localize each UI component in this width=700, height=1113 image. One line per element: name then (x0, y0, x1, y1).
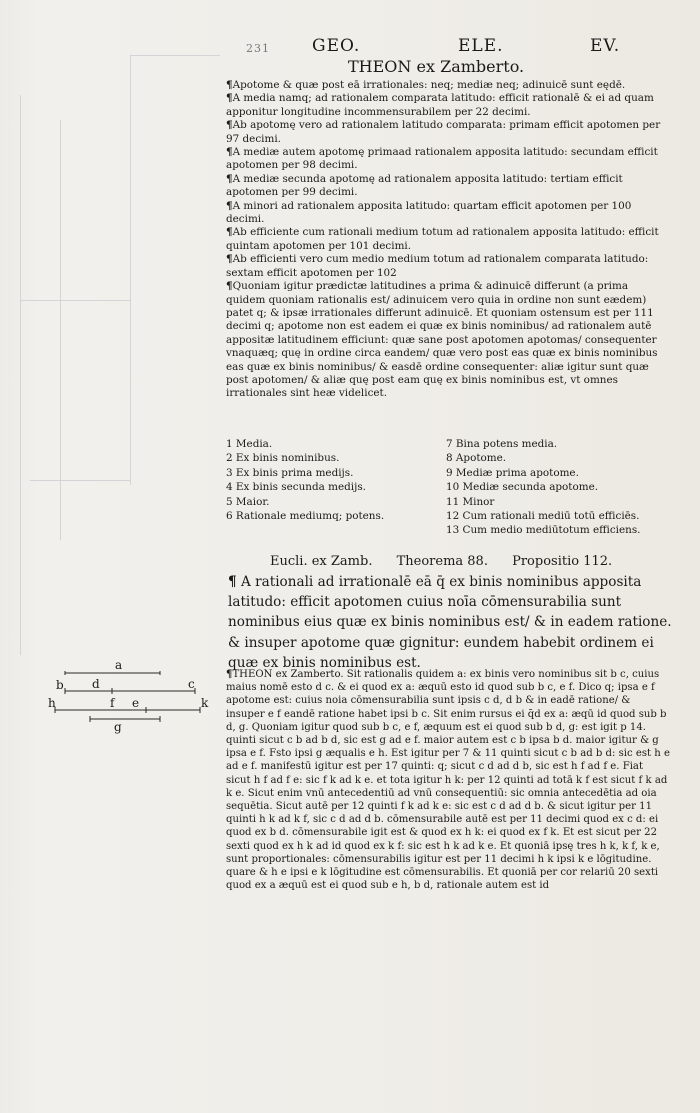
label-d: d (92, 677, 100, 691)
paragraph: ¶A minori ad rationalem apposita latitudo: quartam efficit apotomen per 100 decimi. (226, 199, 632, 226)
pilcrow-icon: ¶ (226, 172, 233, 185)
label-a: a (115, 658, 123, 672)
section-subtitle: THEON ex Zamberto. (348, 57, 525, 76)
paragraph: ¶Apotome & quæ post eā irrationales: neq; mediæ neq; adinuicē sunt eędē. (226, 79, 626, 91)
theorem-heading (270, 554, 670, 569)
label-g: g (114, 720, 122, 734)
paragraph: ¶A mediæ secunda apotomę ad rationalem apposita latitudo: tertiam efficit apotomen per 99 decimi. (226, 172, 623, 199)
irrationals-column-left (226, 437, 441, 523)
label-b: b (56, 678, 64, 692)
bleed-through-line (30, 480, 130, 481)
bleed-through-line (130, 55, 220, 56)
header-left: GEO. (312, 36, 361, 56)
pilcrow-icon: ¶ (226, 92, 233, 105)
header-right: EV. (590, 36, 621, 56)
list-item: 3 Ex binis prima medijs. (226, 466, 354, 479)
bleed-through-line (20, 300, 130, 301)
proposition-enunciation (228, 572, 680, 673)
page-number: 231 (246, 42, 270, 55)
geometric-diagram (40, 655, 215, 735)
label-e: e (132, 696, 140, 710)
bleed-through-line (60, 120, 61, 540)
pilcrow-icon: ¶ (226, 253, 233, 266)
paragraph: ¶Ab efficiente cum rationali medium totum ad rationalem apposita latitudo: efficit quintam apotomen per 101 decimi. (226, 226, 659, 252)
list-item: 11 Minor (446, 495, 495, 508)
list-item: 6 Rationale mediumq; potens. (226, 510, 385, 523)
list-item: 2 Ex binis nominibus. (226, 452, 340, 465)
list-item: 1 Media. (226, 438, 273, 450)
theorem-number: Theorema 88. (396, 554, 488, 569)
bleed-through-line (130, 55, 131, 485)
list-item: 7 Bina potens media. (446, 438, 558, 450)
list-item: 8 Apotome. (446, 452, 507, 465)
paragraph: ¶Quoniam igitur prædictæ latitudines a prima & adinuicē differunt (a prima quidem quoniam rationalis est/ adinuicem vero quia in ordine non sunt eædem) patet q; & ipsæ irrationales differunt adinuicē. Et quoniam ostensum est per 111 decimi q; apotome non est eadem ei quæ ex binis nominibus/ ad rationalem autē appositæ latitudinem efficiunt: quæ sane post apotomen apotomas/ consequenter vnaquæq; quę in ordine circa eandem/ quæ vero post eas quæ ex binis nominibus eas quæ ex binis nominibus/ & easdē ordine consequenter: aliæ igitur sunt quæ post apotomen/ & aliæ quę post eam quę ex binis nominibus est, vt omnes irrationales sint heæ videlicet. (226, 280, 658, 400)
label-f: f (110, 696, 115, 710)
label-h: h (48, 696, 56, 710)
list-item: 4 Ex binis secunda medijs. (226, 481, 366, 494)
pilcrow-icon: ¶ (226, 669, 233, 680)
paragraph: ¶A media namq; ad rationalem comparata latitudo: efficit rationalē & ei ad quam apponitur longitudine incommensurabilem per 22 decimi. (226, 92, 654, 118)
list-item: 12 Cum rationali mediū totū efficiēs. (446, 510, 640, 523)
label-k: k (201, 696, 209, 710)
header-center: ELE. (458, 36, 504, 56)
list-item: 5 Maior. (226, 495, 270, 508)
label-c: c (188, 677, 195, 691)
irrationals-column-right (446, 437, 666, 538)
proof-text (226, 668, 670, 892)
pilcrow-icon: ¶ (228, 574, 237, 590)
pilcrow-icon: ¶ (226, 280, 233, 293)
pilcrow-icon: ¶ (226, 199, 233, 212)
pilcrow-icon: ¶ (226, 79, 233, 91)
bleed-through-line (20, 95, 21, 655)
paragraph: ¶Ab apotomę vero ad rationalem latitudo comparata: primam efficit apotomen per 97 decimi. (226, 119, 661, 145)
list-item: 10 Mediæ secunda apotome. (446, 481, 599, 494)
paragraph: ¶Ab efficienti vero cum medio medium totum ad rationalem comparata latitudo: sextam efficit apotomen per 102 (226, 253, 649, 279)
proof-body: THEON ex Zamberto. Sit rationalis quidem a: ex binis vero nominibus sit b c, cuius maius nomē esto d c. & ei quod ex a: æquū esto id quod sub b c, e f. Dico q; ipsa e f apotome est: cuius noia cōmensurabilia sunt ipsis c d, d b & in eadē ratione/ & insuper e f eandē ratione habet ipsi b c. Sit enim rursus ei q̄d ex a: æqū id quod sub b d, g. Quoniam igitur quod sub b c, e f, æquum est ei quod sub b d, g: est igit p 14. quinti sicut c b ad b d, sic est g ad e f. maior autem est c b ipsa b d. maior igitur & g ipsa e f. Fsto ipsi g æqualis e h. Est igitur per 7 & 11 quinti sicut c b ad b d: sic est h e ad e f. manifestū igitur est per 17 quinti: q; sicut c d ad d b, sic est h f ad f e. Fiat sicut h f ad f e: sic f k ad k e. et tota igitur h k: per 12 quinti ad totā k f est sicut f k ad k e. Sicut enim vnū antecedentiū ad vnū consequentiū: sic omnia antecedētia ad oia sequētia. Sicut autē per 12 quinti f k ad k e: sic est c d ad d b. & sicut igitur per 11 quinti h k ad k f, sic c d ad d b. cōmensurabile autē est per 11 decimi quod ex c d: ei quod ex b d. cōmensurabile igit est & quod ex h k: ei quod ex f k. Et est sicut per 22 sexti quod ex h k ad id quod ex k f: sic est h k ad k e. Et quoniā ipsę tres h k, k f, k e, sunt proportionales: cōmensurabilis igitur est per 11 decimi h k ipsi k e lōgitudine. quare & h e ipsi e k lōgitudine est cōmensurabilis. Et quoniā per cor relariū 20 sexti quod ex a æquū est ei quod sub e h, b d, rationale autem est id (226, 669, 670, 892)
theon-commentary (226, 79, 666, 401)
proposition-number: Propositio 112. (512, 554, 613, 569)
pilcrow-icon: ¶ (226, 226, 233, 239)
pilcrow-icon: ¶ (226, 146, 233, 159)
enunciation-text: A rationali ad irrationalē eā q̄ ex binis nominibus apposita latitudo: efficit apotomen cuius noīa cōmensurabilia sunt nominibus eius quæ ex binis nominibus est/ & in eadem ratione. & insuper apotome quæ gignitur: eundem habebit ordinem ei quæ ex binis nominibus est. (228, 574, 672, 671)
theorem-source: Eucli. ex Zamb. (270, 554, 373, 569)
paragraph: ¶A mediæ autem apotomę primaad rationalem apposita latitudo: secundam efficit apotomen per 98 decimi. (226, 146, 658, 172)
list-item: 13 Cum medio mediūtotum efficiens. (446, 524, 641, 537)
list-item: 9 Mediæ prima apotome. (446, 466, 579, 479)
pilcrow-icon: ¶ (226, 119, 233, 132)
